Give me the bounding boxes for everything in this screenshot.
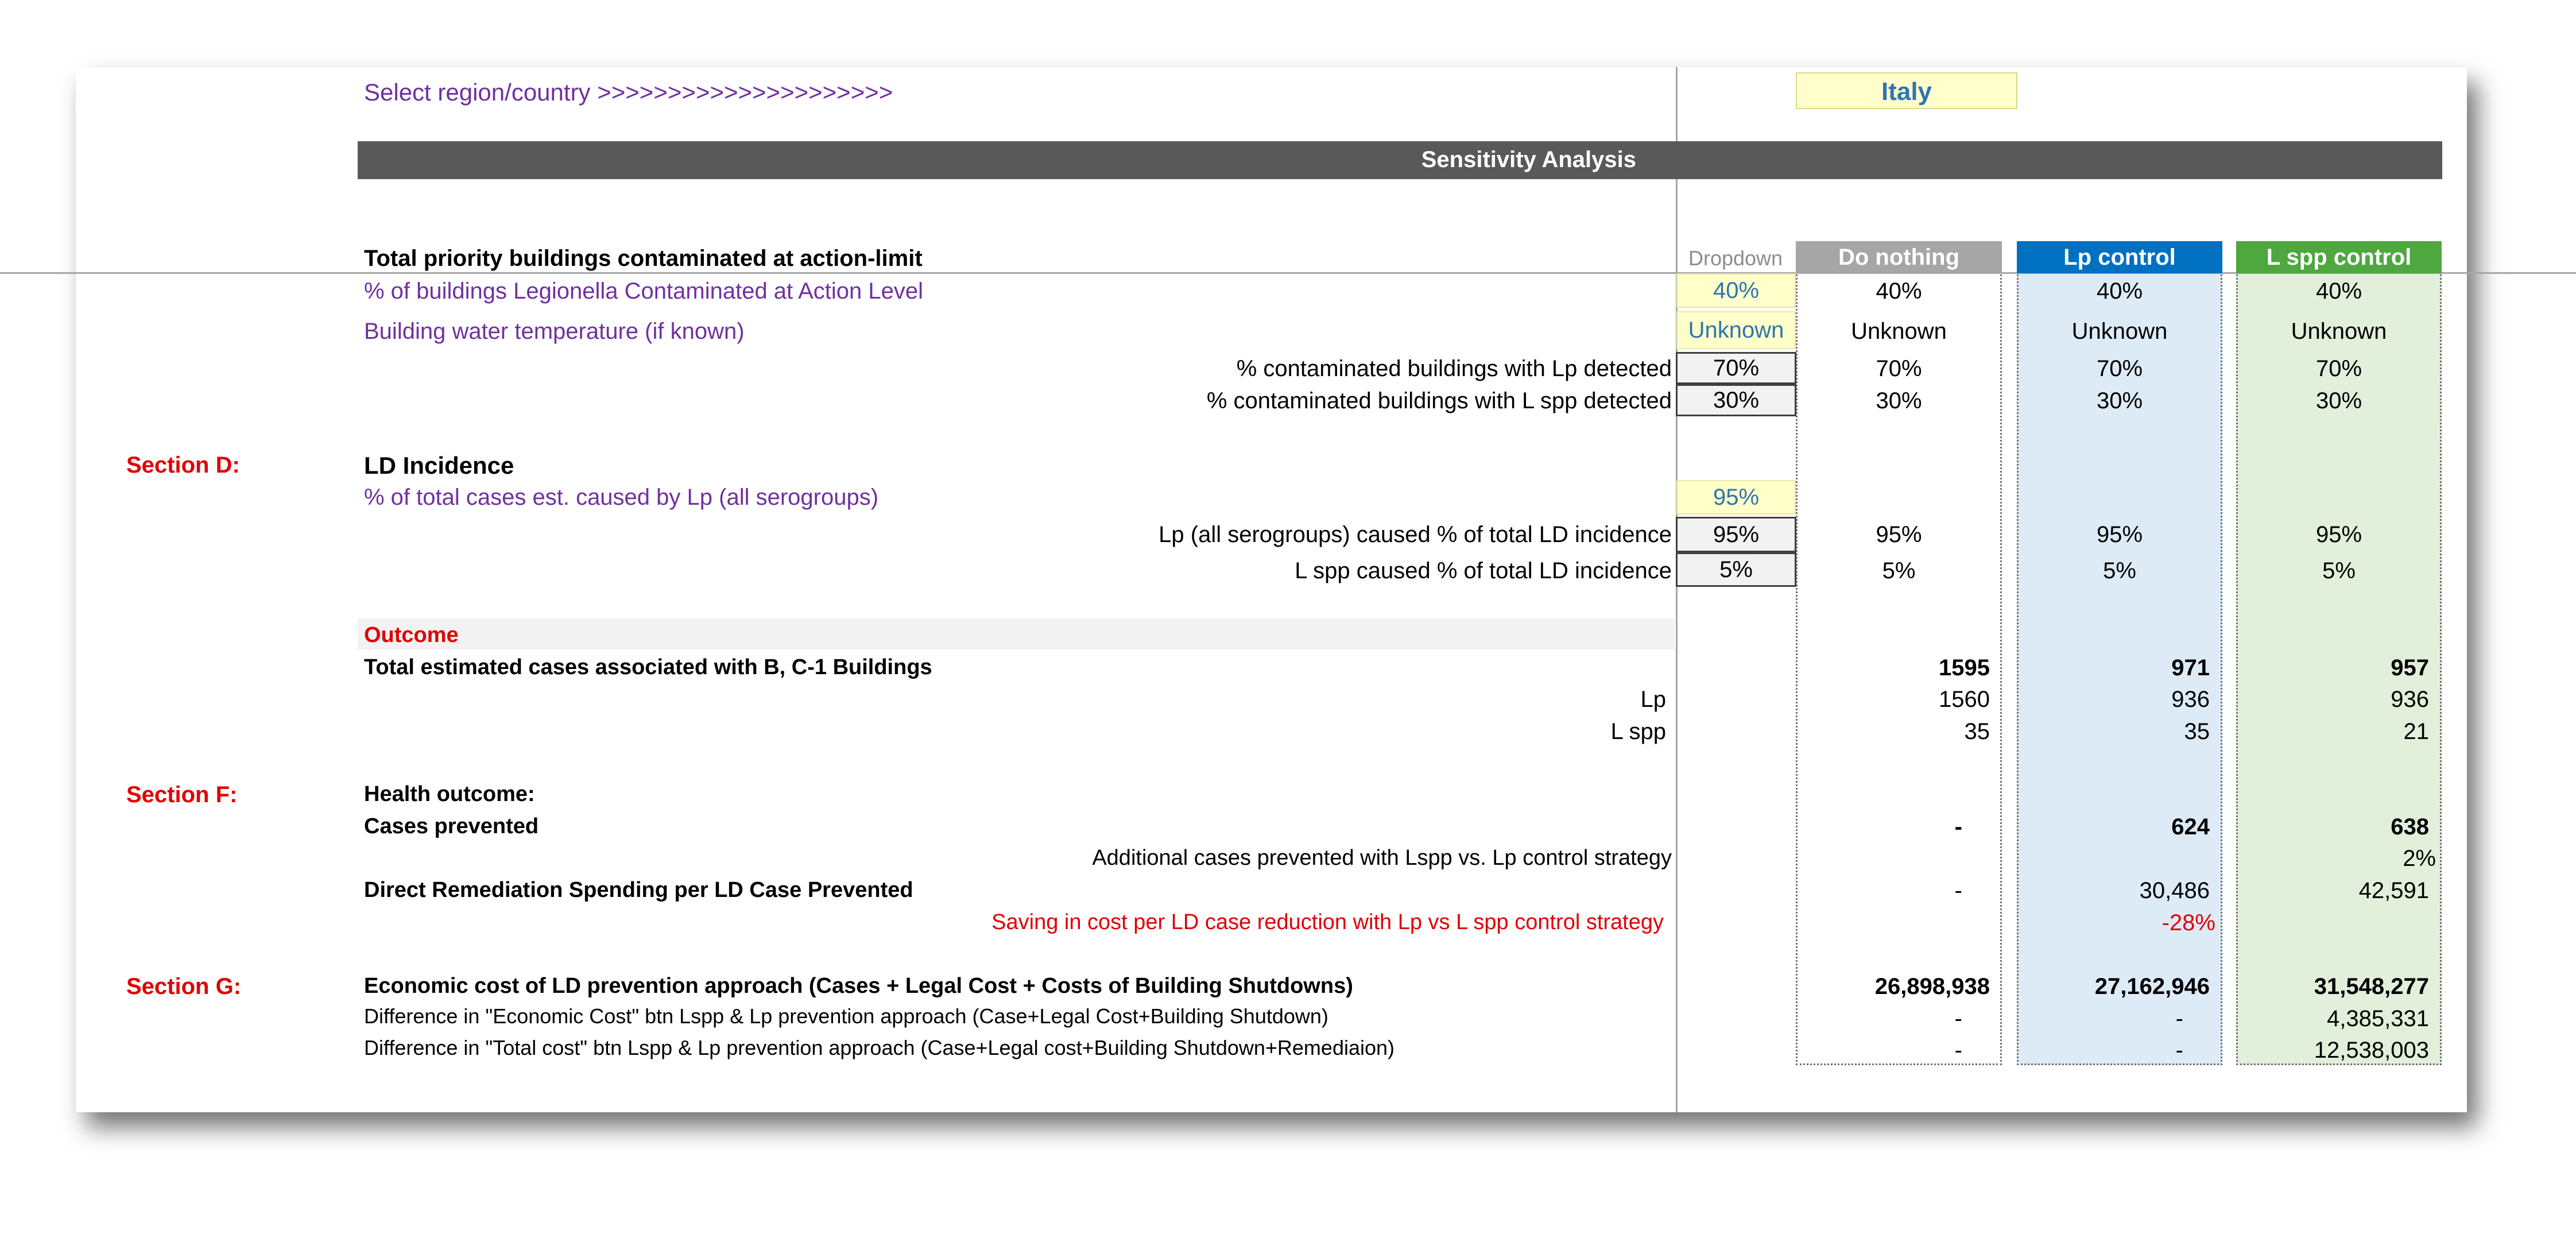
cases-prevented-do-nothing: - [1954,814,1962,840]
lspp-incidence-label: L spp caused % of total LD incidence [1295,558,1672,583]
economic-cost-do-nothing: 26,898,938 [1874,974,1990,999]
dropdown-column-header: Dropdown [1688,246,1783,270]
lspp-row-lp: 35 [2184,719,2210,744]
additional-prevented-lspp: 2% [2403,846,2436,871]
section-d-tag: Section D: [126,452,240,478]
spending-per-case-label: Direct Remediation Spending per LD Case Prevented [364,878,913,902]
pct-contaminated-lspp: 40% [2315,278,2362,304]
lp-incidence-label: Lp (all serogroups) caused % of total LD incidence [1159,522,1672,547]
pct-contaminated-lp: 40% [2096,278,2143,304]
contaminated-row-header: Total priority buildings contaminated at action-limit [364,246,923,271]
section-g-tag: Section G: [126,974,242,999]
water-temp-dropdown[interactable]: Unknown [1676,311,1796,349]
select-region-label: Select region/country >>>>>>>>>>>>>>>>>>>>> [364,79,893,106]
lspp-row-lspp: 21 [2403,719,2429,744]
ld-incidence-title: LD Incidence [364,452,514,479]
lspp-detected-lspp: 30% [2315,388,2362,413]
saving-label: Saving in cost per LD case reduction with Lp vs L spp control strategy [991,910,1664,934]
diff-economic-lp: - [2175,1006,2183,1031]
water-temp-lspp: Unknown [2291,319,2387,344]
lp-incidence-lp: 95% [2096,522,2143,547]
economic-cost-lspp: 31,548,277 [2314,974,2429,999]
lspp-control-header: L spp control [2236,241,2442,273]
cases-prevented-lspp: 638 [2391,814,2429,840]
spending-per-case-lp: 30,486 [2139,878,2210,903]
total-cases-lspp: 957 [2391,655,2429,680]
diff-total-lp: - [2175,1038,2183,1063]
lp-detected-lspp: 70% [2315,356,2362,381]
banner-title: Sensitivity Analysis [1421,147,1636,172]
lspp-detected-lp: 30% [2096,388,2143,413]
section-f-tag: Section F: [126,782,238,807]
pct-cases-lp-label: % of total cases est. caused by Lp (all serogroups) [364,485,879,510]
water-temp-label: Building water temperature (if known) [364,319,745,344]
total-cases-label: Total estimated cases associated with B, C-1 Buildings [364,655,932,679]
diff-economic-lspp: 4,385,331 [2327,1006,2429,1031]
diff-economic-do-nothing: - [1954,1006,1962,1031]
water-temp-lp: Unknown [2071,319,2168,344]
lp-detected-dropdown[interactable]: 70% [1676,352,1796,384]
lp-control-header: Lp control [2017,241,2222,273]
lspp-detected-do-nothing: 30% [1876,388,1922,413]
lspp-row-label: L spp [1610,719,1666,744]
diff-total-label: Difference in "Total cost" btn Lspp & Lp prevention approach (Case+Legal cost+Building Shutdown+Remediaion) [364,1036,1395,1059]
diff-total-lspp: 12,538,003 [2314,1038,2429,1063]
additional-prevented-label: Additional cases prevented with Lspp vs. Lp control strategy [1092,846,1672,870]
pct-contaminated-dropdown[interactable]: 40% [1676,273,1796,308]
lp-incidence-do-nothing: 95% [1876,522,1922,547]
lspp-incidence-dropdown[interactable]: 5% [1676,552,1796,587]
lspp-incidence-lspp: 5% [2322,558,2356,583]
spending-per-case-lspp: 42,591 [2358,878,2429,903]
lp-row-label: Lp [1640,687,1666,712]
lspp-incidence-lp: 5% [2103,558,2136,583]
column-divider [1676,67,1678,1112]
do-nothing-header: Do nothing [1796,241,2002,273]
lspp-detected-label: % contaminated buildings with L spp detected [1206,388,1672,413]
cases-prevented-lp: 624 [2171,814,2210,840]
spending-per-case-do-nothing: - [1954,878,1962,903]
region-dropdown[interactable]: Italy [1796,72,2017,109]
lp-detected-lp: 70% [2096,356,2143,381]
economic-cost-label: Economic cost of LD prevention approach (Cases + Legal Cost + Costs of Building Shutdowns) [364,974,1353,998]
lp-detected-label: % contaminated buildings with Lp detected [1236,356,1672,381]
lspp-incidence-do-nothing: 5% [1882,558,1916,583]
lp-row-lp: 936 [2171,687,2210,712]
pct-contaminated-label: % of buildings Legionella Contaminated at Action Level [364,278,923,304]
economic-cost-lp: 27,162,946 [2094,974,2210,999]
lp-detected-do-nothing: 70% [1876,356,1922,381]
lspp-detected-dropdown[interactable]: 30% [1676,384,1796,416]
pct-cases-lp-dropdown[interactable]: 95% [1676,480,1796,515]
lspp-row-do-nothing: 35 [1964,719,1990,744]
total-cases-do-nothing: 1595 [1939,655,1990,680]
lp-row-do-nothing: 1560 [1939,687,1990,712]
diff-total-do-nothing: - [1954,1038,1962,1063]
saving-lp: -28% [2161,910,2215,935]
health-outcome-title: Health outcome: [364,782,535,806]
lp-incidence-lspp: 95% [2315,522,2362,547]
pct-contaminated-do-nothing: 40% [1876,278,1922,304]
diff-economic-label: Difference in "Economic Cost" btn Lspp & Lp prevention approach (Case+Legal Cost+Building Shutdown) [364,1004,1328,1028]
outcome-band [358,618,1675,649]
total-cases-lp: 971 [2171,655,2210,680]
cases-prevented-label: Cases prevented [364,814,539,838]
lp-incidence-dropdown[interactable]: 95% [1676,517,1796,552]
outcome-title: Outcome [364,623,459,647]
water-temp-do-nothing: Unknown [1851,319,1947,344]
lp-row-lspp: 936 [2391,687,2429,712]
